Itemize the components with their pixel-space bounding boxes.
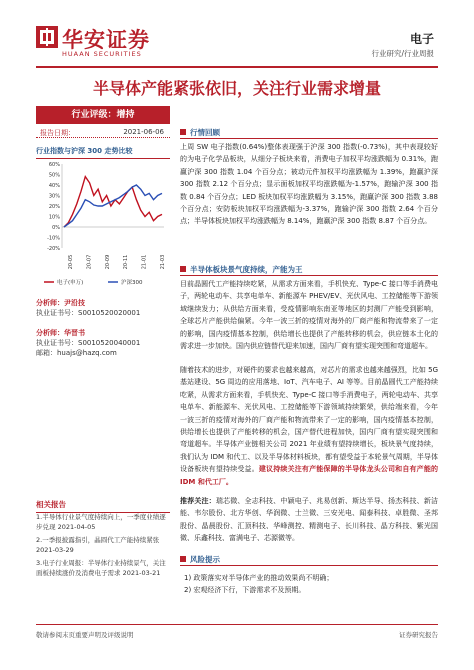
section-header-risk	[180, 554, 438, 566]
semiconductor-paragraph-2-text: 随着技术的进步，对硬件的要求也越来越高，对芯片的需求也越来越强烈，比如 5G 基站建设、5G 周边的应用落地、IoT、汽车电子、AI 等等。目前晶圆代工产能持续吃紧，从需求方面来看，手机快充、Type-C 接口等手消费电子，两轮电动车、共享电单车、新能源车、光伏风电、工控储能等下游领域持续繁荣，供给端来看，今年一波三折的疫情对海外的厂商产能和物流带来了一定的影响，国内疫情基本控制，供给增长也提供了产能转移的机会，国产替代进程加快，国内厂商有望实现突围和弯道超车。半导体产业链相关公司 2021 年业绩有望持续增长，板块景气度持续，我们认为 IDM 和代工、以及半导体材料板块，都有望受益于本轮景气周期，半导体设备板块有望持续受益。	[180, 366, 438, 474]
recommendation-highlight: 建议持续关注有产能保障的半导体龙头公司和自有产能的 IDM 和代工厂。	[180, 465, 439, 486]
section-header-review	[180, 127, 438, 139]
chart-y-tick-label: 20%	[48, 204, 60, 210]
chart-y-tick-label: 10%	[48, 214, 60, 221]
section-marker-icon	[180, 129, 186, 135]
report-date: 2021-06-06	[123, 128, 164, 136]
chart-y-tick-label: -20%	[47, 246, 60, 252]
review-paragraph: 上周 SW 电子指数(0.64%)整体表现强于沪深 300 指数(-0.73%)，其中表现较好的为电子化学品板块，从细分子板块来看，消费电子加权平均涨跌幅为 0.31%，跑赢沪深 300 指数 1.04 个百分点；被动元件加权平均涨跌幅为 1.39%，跑赢沪深 300 指数 2.12 个百分点；显示面板加权平均涨跌幅为-1.57%，跑输沪深 300 指数 0.84 个百分点；LED 板块加权平均涨跌幅为 3.15%，跑赢沪深 300 指数 3.88 个百分点；安防板块加权平均涨跌幅为-3.37%，跑输沪深 300 指数 2.64 个百分点；半导体板块加权平均涨跌幅为 8.14%，跑赢沪深 300 指数 8.87 个百分点。	[180, 143, 438, 226]
report-date-row	[36, 127, 170, 138]
related-report-2[interactable]: 2.一季报披露指引，晶圆代工产能持续紧张 2021-03-29	[36, 536, 160, 554]
chart-x-tick-label: 20-11	[123, 254, 130, 270]
chart-y-tick-label: 0%	[52, 225, 60, 231]
footer-disclaimer: 敬请参阅末页重要声明及评级说明	[36, 631, 134, 639]
analyst-1-cert: S0010520020001	[78, 309, 141, 317]
sector-name: 电子	[409, 32, 434, 46]
logo-text-en: HUAAN SECURITIES	[62, 50, 142, 58]
related-report-3[interactable]: 3.电子行业周报：半导体行业持续景气，关注面板持续涨价及消费电子需求 2021-03-21	[36, 559, 166, 577]
semiconductor-paragraph-2	[180, 364, 438, 488]
chart-series-line-2	[64, 185, 162, 227]
chart-y-tick-label: 30%	[48, 193, 60, 200]
chart-y-tick-label: 60%	[48, 162, 60, 168]
analyst-2	[36, 328, 170, 358]
industry-rating	[36, 106, 170, 124]
semiconductor-paragraph-1: 目前晶圆代工产能持续吃紧，从需求方面来看，手机快充、Type-C 接口等手消费电子，两轮电动车、共享电单车、新能源车 PHEV/EV、光伏风电、工控储能等下游领域继续发力；从供给方面来看，受疫情影响东南亚等地区的封测厂产能受到影响，全球芯片产能供给偏紧。今年一波三折的疫情对海外的厂商产能和物流带来了一定的影响，国内疫情基本控制，供给增长也提供了产能转移的机会，供应链本土化的需求进一步加快。国内供应链替代迎来加速，国内厂商有望实现突围和弯道超车。	[180, 280, 438, 351]
report-type: 行业研究/行业周报	[371, 49, 434, 58]
analyst-2-email-label: 邮箱：	[36, 349, 57, 357]
related-report-1[interactable]: 1.半导体行业景气度持续向上，一季度业绩逐步兑现 2021-04-05	[36, 513, 166, 531]
chart-y-tick-label: 40%	[48, 183, 60, 189]
index-comparison-chart	[36, 160, 170, 290]
section-title-risk: 风险提示	[190, 555, 220, 564]
analyst-2-cert-label: 执业证书号：	[36, 339, 78, 347]
analyst-1-cert-label: 执业证书号：	[36, 309, 78, 317]
risk-list	[184, 572, 438, 596]
footer-label: 证券研究报告	[399, 631, 438, 639]
focus-stocks-text: 瑞芯微、全志科技、中颖电子、兆易创新、斯达半导、扬杰科技、新洁能、韦尔股份、北方华创、华润微、士兰微、三安光电、闻泰科技、卓胜微、圣邦股份、晶晨股份、汇顶科技、华峰测控、精测电子、长川科技、晶方科技、紫光国微、乐鑫科技、富满电子、芯源微等。	[180, 497, 439, 543]
logo-text-cn: 华安证券	[62, 27, 150, 52]
chart-y-tick-label: 50%	[48, 172, 60, 179]
section-marker-icon	[180, 266, 186, 272]
chart-x-tick-label: 21-01	[141, 254, 148, 270]
risk-item-1: 1) 政策落实对半导体产业的推动效果尚不明确；	[184, 574, 334, 582]
analyst-1	[36, 298, 170, 318]
report-date-label: 报告日期：	[40, 129, 75, 137]
section-header-semiconductor	[180, 264, 438, 276]
chart-title: 行业指数与沪深 300 走势比较	[36, 146, 170, 159]
risk-item-2: 2) 宏观经济下行，下游需求不及预期。	[184, 586, 306, 594]
footer-divider	[36, 624, 438, 625]
chart-legend-label-2: 沪深300	[121, 280, 143, 286]
analyst-2-cert: S0010520040001	[78, 339, 141, 347]
chart-x-tick-label: 21-03	[160, 254, 166, 270]
section-title-review: 行情回顾	[190, 128, 220, 137]
section-title-semiconductor: 半导体板块景气度持续，产能为王	[190, 265, 303, 274]
analyst-2-name: 华晋书	[64, 329, 85, 337]
header-divider	[36, 66, 438, 68]
rating-label: 行业评级：	[71, 110, 117, 120]
chart-y-tick-label: -10%	[47, 235, 60, 242]
chart-x-tick-label: 20-09	[104, 254, 111, 270]
chart-x-tick-label: 20-05	[68, 254, 74, 270]
section-marker-icon	[180, 556, 186, 562]
analyst-2-label: 分析师：	[36, 329, 64, 337]
related-reports-title: 相关报告	[36, 499, 170, 513]
chart-x-tick-label: 20-07	[86, 254, 93, 270]
company-logo-icon	[36, 26, 58, 48]
focus-label: 推荐关注：	[180, 497, 216, 505]
analyst-1-label: 分析师：	[36, 299, 64, 307]
report-title: 半导体产能紧张依旧，关注行业需求增量	[92, 79, 381, 98]
chart-series-line-1	[64, 177, 162, 227]
rating-value: 增持	[116, 110, 135, 120]
focus-stocks-paragraph	[180, 495, 438, 545]
analyst-1-name: 尹沿技	[64, 299, 85, 307]
chart-legend-label-1: 电子(申万)	[57, 280, 84, 286]
analyst-2-email[interactable]: huajs@hazq.com	[57, 349, 117, 357]
related-reports-list	[36, 513, 170, 582]
